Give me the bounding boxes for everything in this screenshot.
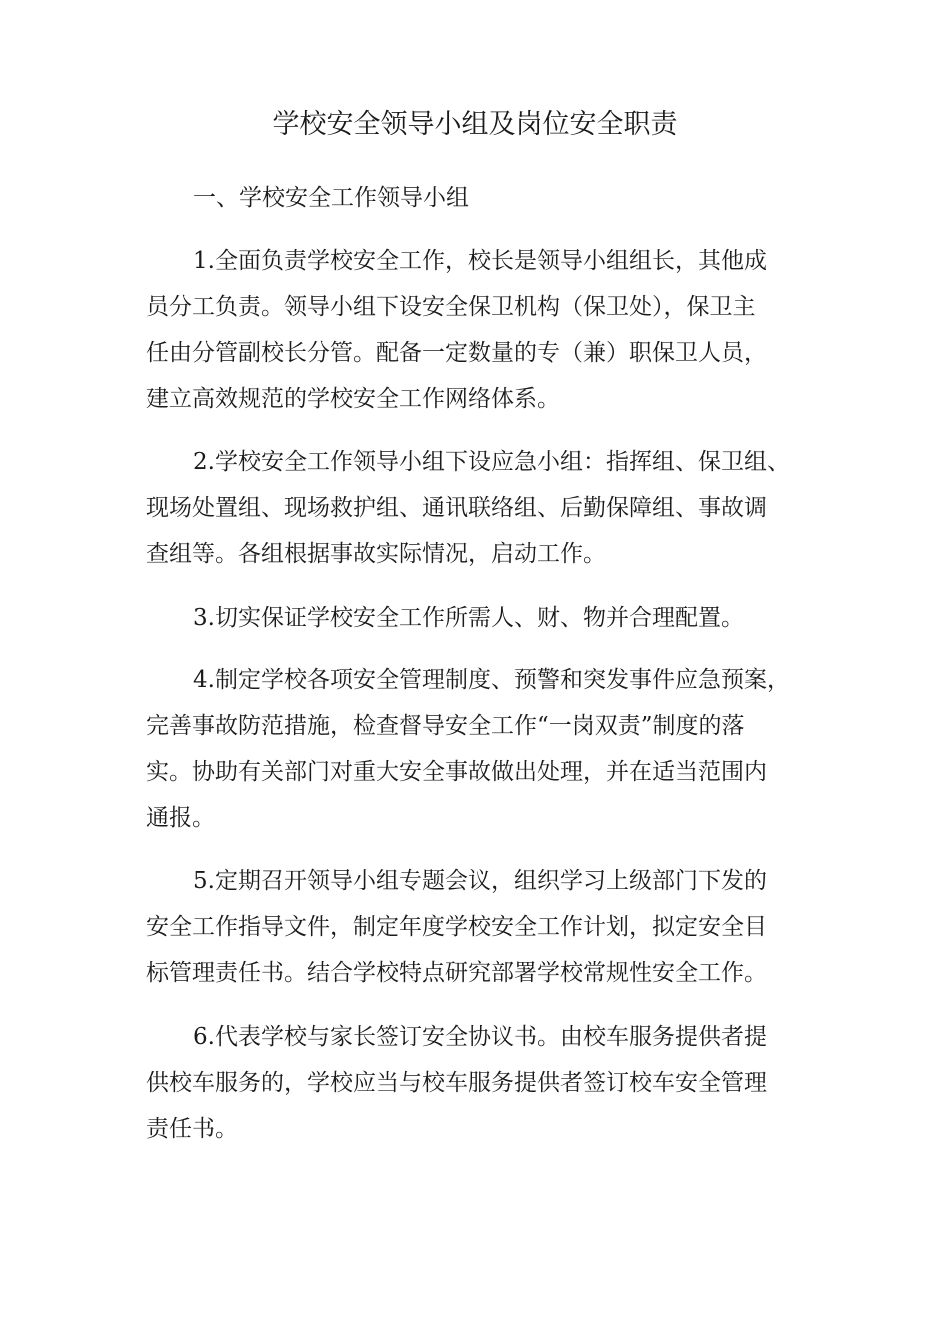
paragraph-line: 3.切实保证学校安全工作所需人、财、物并合理配置。 (193, 605, 744, 631)
paragraph-line: 完善事故防范措施，检查督导安全工作“一岗双责”制度的落 (146, 713, 745, 739)
paragraph-line: 员分工负责。领导小组下设安全保卫机构（保卫处），保卫主 (146, 294, 756, 320)
paragraph-6 (146, 1019, 822, 1157)
section-heading: 一、学校安全工作领导小组 (193, 185, 469, 211)
paragraph-line: 1.全面负责学校安全工作，校长是领导小组组长，其他成 (193, 248, 767, 274)
paragraph-line: 5.定期召开领导小组专题会议，组织学习上级部门下发的 (193, 868, 767, 894)
paragraph-5 (146, 863, 822, 1001)
paragraph-line: 2.学校安全工作领导小组下设应急小组：指挥组、保卫组、 (193, 449, 790, 475)
paragraph-line: 实。协助有关部门对重大安全事故做出处理，并在适当范围内 (146, 759, 767, 785)
paragraph-line: 任由分管副校长分管。配备一定数量的专（兼）职保卫人员， (146, 340, 767, 366)
paragraph-line: 查组等。各组根据事故实际情况，启动工作。 (146, 541, 606, 567)
paragraph-1 (146, 243, 822, 427)
paragraph-line: 通报。 (146, 805, 215, 831)
paragraph-line: 安全工作指导文件，制定年度学校安全工作计划，拟定安全目 (146, 914, 767, 940)
paragraph-line: 4.制定学校各项安全管理制度、预警和突发事件应急预案， (193, 667, 790, 693)
paragraph-3 (146, 600, 822, 646)
paragraph-line: 现场处置组、现场救护组、通讯联络组、后勤保障组、事故调 (146, 495, 767, 521)
document-title: 学校安全领导小组及岗位安全职责 (272, 109, 678, 140)
paragraph-line: 供校车服务的，学校应当与校车服务提供者签订校车安全管理 (146, 1070, 767, 1096)
paragraph-line: 责任书。 (146, 1116, 238, 1142)
paragraph-line: 标管理责任书。结合学校特点研究部署学校常规性安全工作。 (146, 960, 767, 986)
paragraph-line: 6.代表学校与家长签订安全协议书。由校车服务提供者提 (193, 1024, 767, 1050)
paragraph-line: 建立高效规范的学校安全工作网络体系。 (146, 386, 560, 412)
paragraph-4 (146, 662, 822, 846)
paragraph-2 (146, 444, 822, 582)
